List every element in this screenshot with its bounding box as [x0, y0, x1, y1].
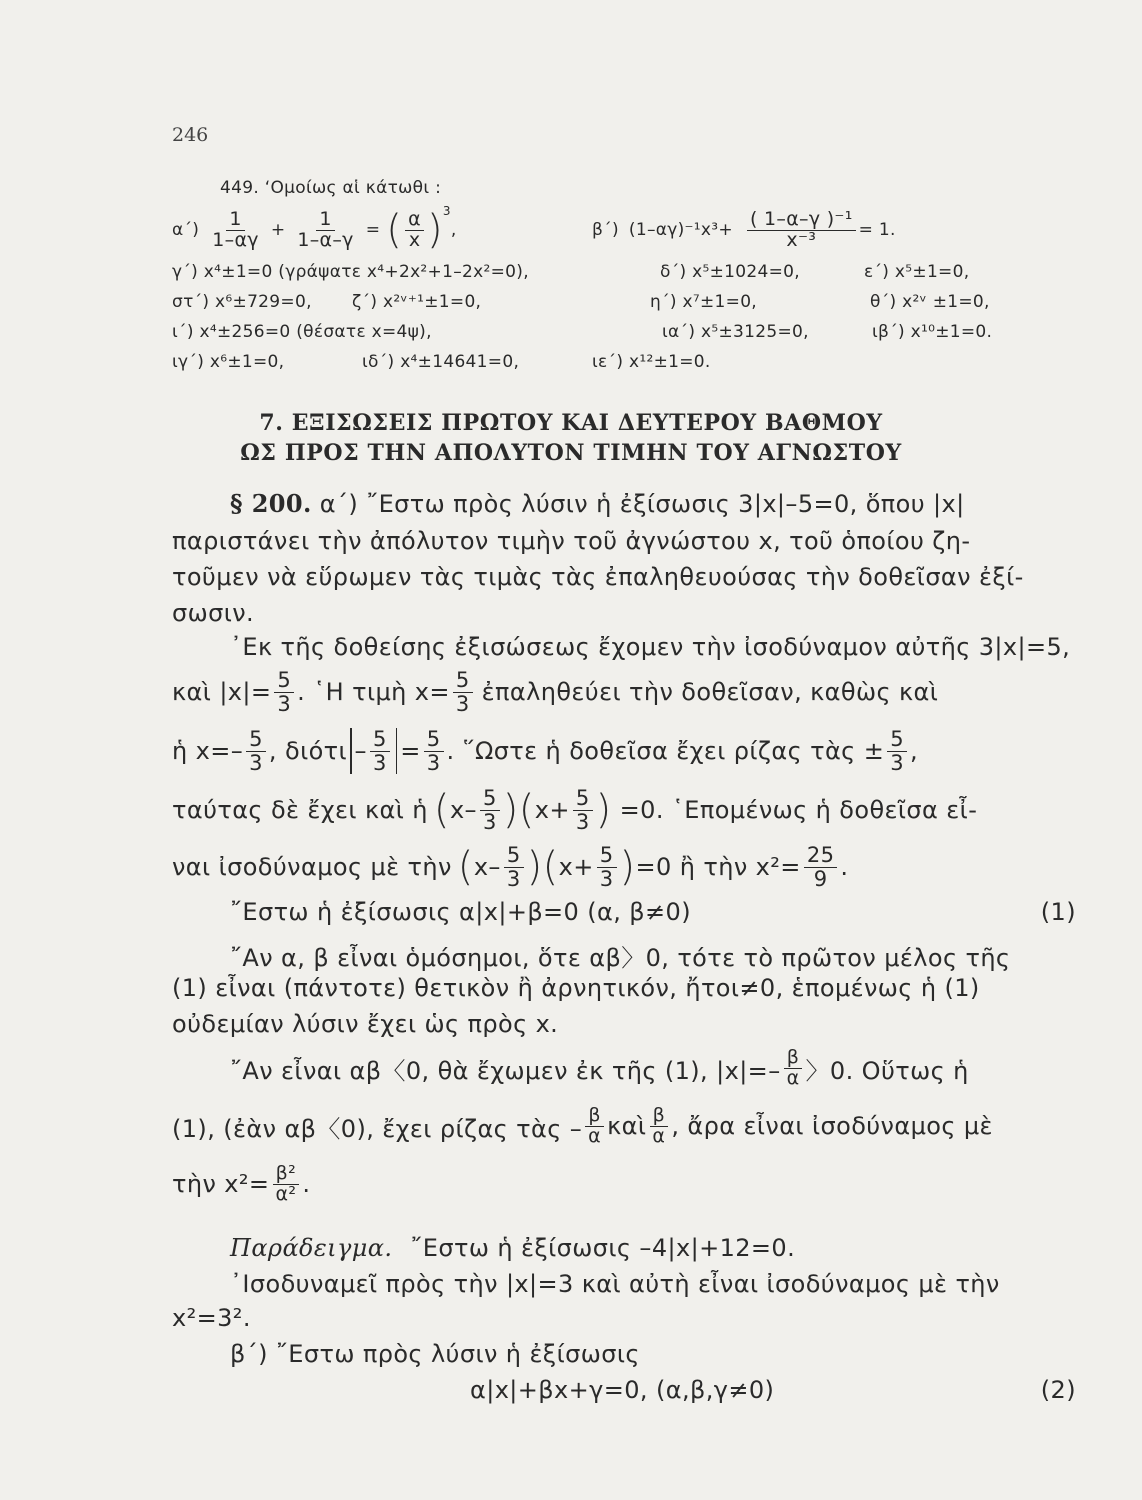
- paragraph-2-line4: ταύτας δὲ ἔχει καὶ ἡ ( x– $\frac{5}{3}$ ) ( x+ $\frac{5}{3}$ ) =0. ῾Επομένως ἡ δοθεῖσα εἶ-: [172, 786, 978, 834]
- section-title-line1: 7. ΕΞΙΣΩΣΕΙΣ ΠΡΩΤΟΥ ΚΑΙ ΔΕΥΤΕΡΟΥ ΒΑΘΜΟΥ: [259, 410, 883, 436]
- equation-number-2: (2): [1040, 1376, 1076, 1404]
- paragraph-4-line3: οὐδεμίαν λύσιν ἔχει ὡς πρὸς x.: [172, 1010, 559, 1038]
- exercise-heading: 449. ‘Ομοίως αἱ κάτωθι :: [220, 178, 442, 198]
- fraction-5-3: $\frac{5}{3}$: [480, 787, 500, 832]
- fraction-beta2-alpha2: $\frac{\text{β²}}{\text{α²}}$: [272, 1164, 299, 1205]
- part-b-intro: β΄) ῎Εστω πρὸς λύσιν ἡ ἐξίσωσις: [230, 1340, 640, 1368]
- fraction-5-3: $\frac{5}{3}$: [453, 669, 473, 714]
- paragraph-200-line2: παριστάνει τὴν ἀπόλυτον τιμὴν τοῦ ἀγνώστου x, τοῦ ὁποίου ζη-: [172, 527, 971, 555]
- fraction-25-9: $\frac{25}{9}$: [804, 844, 838, 889]
- paragraph-2-line5: ναι ἰσοδύναμος μὲ τὴν ( x– $\frac{5}{3}$ ) ( x+ $\frac{5}{3}$ ) =0 ἢ τὴν x²= $\frac{25}{9}$ .: [172, 843, 849, 891]
- fraction-5-3: $\frac{5}{3}$: [246, 728, 266, 773]
- exercise-line-b: β΄) (1–αγ)⁻¹x³+ $\frac{\text{( 1–α–γ )⁻¹}}{\text{x⁻³}}$ = 1.: [592, 207, 896, 251]
- paragraph-4-line1: ῎Αν α, β εἶναι ὁμόσημοι, ὅτε αβ〉0, τότε τὸ πρῶτον μέλος τῆς: [230, 944, 1011, 972]
- exercise-row-st: στ΄) x⁶±729=0, ζ΄) x²ᵛ⁺¹±1=0, η΄) x⁷±1=0, θ΄) x²ᵛ ±1=0,: [172, 292, 990, 312]
- fraction-b: $\frac{\text{( 1–α–γ )⁻¹}}{\text{x⁻³}}$: [747, 210, 856, 251]
- paragraph-4-line2: (1) εἶναι (πάντοτε) θετικὸν ἢ ἀρνητικόν, ἤτοι≠0, ἑπομένως ἡ (1): [172, 974, 980, 1002]
- section-mark: § 200.: [230, 489, 312, 518]
- paragraph-5-line2: (1), (ἐὰν αβ〈0), ἔχει ρίζας τὰς – $\frac{\beta}{\alpha}$ καὶ $\frac{\beta}{\alpha}$ , ἄρα εἶναι ἰσοδύναμος μὲ: [172, 1103, 993, 1147]
- page-number: 246: [172, 124, 209, 146]
- abs-bar-left: [350, 728, 352, 774]
- example-result-line2: x²=3².: [172, 1304, 251, 1332]
- paragraph-2-line2: καὶ |x|= $\frac{5}{3}$ . ῾Η τιμὴ x= $\frac{5}{3}$ ἐπαληθεύει τὴν δοθεῖσαν, καθὼς καὶ: [172, 668, 939, 716]
- exercise-row-i: ι΄) x⁴±256=0 (θέσατε x=4ψ), ια΄) x⁵±3125=0, ιβ΄) x¹⁰±1=0.: [172, 322, 993, 342]
- paragraph-2-line1: ᾿Εκ τῆς δοθείσης ἐξισώσεως ἔχομεν τὴν ἰσοδύναμον αὐτῆς 3|x|=5,: [230, 633, 1071, 661]
- exercise-line-a: α΄) $\frac{1}{1-\alpha\gamma}$ + $\frac{1}{1-\alpha-\gamma}$ = ( $\frac{\alpha}{x}$ ) 3 ,: [172, 204, 457, 253]
- paragraph-200-line4: σωσιν.: [172, 599, 255, 627]
- fraction-beta-alpha: $\frac{\beta}{\alpha}$: [585, 1106, 604, 1147]
- fraction-a1: $\frac{1}{1-\alpha\gamma}$: [212, 207, 259, 251]
- fraction-5-3: $\frac{5}{3}$: [573, 787, 593, 832]
- fraction-5-3: $\frac{5}{3}$: [424, 728, 444, 773]
- paragraph-5-line1: ῎Αν εἶναι αβ〈0, θὰ ἔχωμεν ἐκ τῆς (1), |x|=– $\frac{\beta}{\alpha}$ 〉0. Οὕτως ἡ: [230, 1045, 969, 1089]
- part-b-equation: α|x|+βx+γ=0, (α,β,γ≠0): [470, 1376, 775, 1404]
- example-result-line1: ᾿Ισοδυναμεῖ πρὸς τὴν |x|=3 καὶ αὐτὴ εἶναι ἰσοδύναμος μὲ τὴν: [230, 1270, 1000, 1298]
- paragraph-200-line3: τοῦμεν νὰ εὕρωμεν τὰς τιμὰς τὰς ἐπαληθευούσας τὴν δοθεῖσαν ἐξί-: [172, 563, 1024, 591]
- abs-bar-right: [396, 728, 398, 774]
- fraction-5-3: $\frac{5}{3}$: [887, 728, 907, 773]
- fraction-5-3: $\frac{5}{3}$: [504, 844, 524, 889]
- exercise-row-g: γ΄) x⁴±1=0 (γράψατε x⁴+2x²+1–2x²=0), δ΄) x⁵±1024=0, ε΄) x⁵±1=0,: [172, 262, 970, 282]
- fraction-5-3: $\frac{5}{3}$: [597, 844, 617, 889]
- paragraph-2-line3: ἡ x=– $\frac{5}{3}$ , διότι – $\frac{5}{3}$ = $\frac{5}{3}$ . ῞Ωστε ἡ δοθεῖσα ἔχει ρίζας τὰς ± $\frac{5}{3}$ ,: [172, 727, 918, 775]
- paragraph-5-line3: τὴν x²= $\frac{\text{β²}}{\text{α²}}$ .: [172, 1161, 311, 1205]
- equation-number-1: (1): [1040, 898, 1076, 926]
- fraction-beta-alpha: $\frac{\beta}{\alpha}$: [784, 1048, 803, 1089]
- example-line: Παράδειγμα. ῎Εστω ἡ ἐξίσωσις –4|x|+12=0.: [230, 1234, 796, 1262]
- fraction-a2: $\frac{1}{1-\alpha-\gamma}$: [297, 207, 354, 251]
- paragraph-3-equation: ῎Εστω ἡ ἐξίσωσις α|x|+β=0 (α, β≠0): [230, 898, 691, 926]
- fraction-beta-alpha: $\frac{\beta}{\alpha}$: [649, 1106, 668, 1147]
- fraction-5-3: $\frac{5}{3}$: [274, 669, 294, 714]
- fraction-a3: $\frac{\alpha}{x}$: [405, 210, 424, 251]
- exercise-row-ig: ιγ΄) x⁶±1=0, ιδ΄) x⁴±14641=0, ιε΄) x¹²±1=0.: [172, 352, 711, 372]
- section-title-line2: ΩΣ ΠΡΟΣ ΤΗΝ ΑΠΟΛΥΤΟΝ ΤΙΜΗΝ ΤΟΥ ΑΓΝΩΣΤΟΥ: [240, 440, 902, 466]
- paragraph-200-line1: § 200. α΄) ῎Εστω πρὸς λύσιν ἡ ἐξίσωσις 3|x|–5=0, ὅπου |x|: [230, 489, 965, 518]
- label-a: α΄): [172, 220, 200, 240]
- fraction-5-3: $\frac{5}{3}$: [370, 728, 390, 773]
